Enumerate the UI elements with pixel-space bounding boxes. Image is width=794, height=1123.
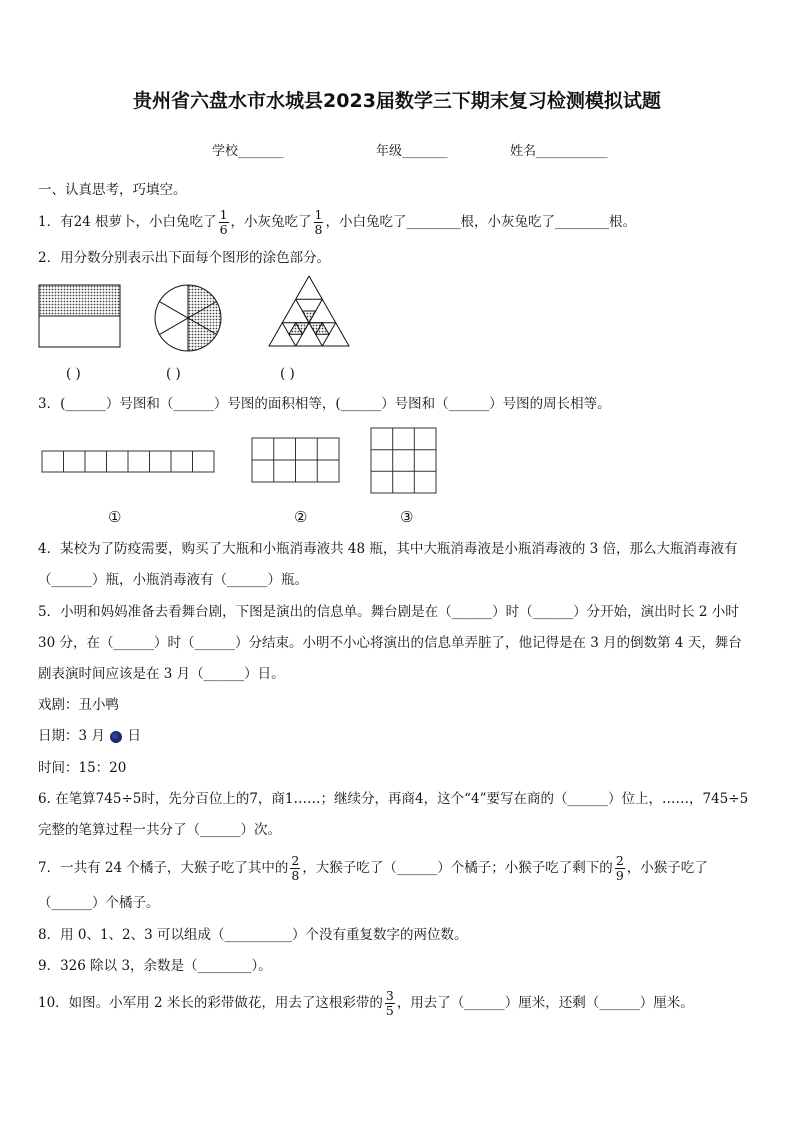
q2-blank-3[interactable]: ( ) bbox=[280, 366, 295, 382]
fraction: $\frac{2}{9}$ bbox=[615, 853, 624, 883]
fraction: $\frac{1}{6}$ bbox=[219, 207, 228, 237]
question-4-line-1: 4．某校为了防疫需要，购买了大瓶和小瓶消毒液共 48 瓶，其中大瓶消毒液是小瓶消毒液的 3 倍，那么大瓶消毒液有 bbox=[38, 541, 738, 557]
half-shaded-rectangle bbox=[39, 285, 120, 347]
fraction: $\frac{2}{8}$ bbox=[291, 853, 300, 883]
fraction: $\frac{1}{8}$ bbox=[314, 207, 323, 237]
triangle-grid-figure bbox=[269, 276, 349, 346]
question-6-line-2: 完整的笔算过程一共分了（______）次。 bbox=[38, 822, 281, 838]
drama-name: 戏剧：丑小鸭 bbox=[38, 697, 119, 713]
figure-label-1: ① bbox=[108, 508, 122, 526]
grid-figure-2 bbox=[252, 438, 339, 482]
question-5-line-2: 30 分，在（______）时（______）分结束。小明不小心将演出的信息单弄脏了，他记得是在 3 月的倒数第 4 天，舞台 bbox=[38, 635, 742, 651]
question-5-line-3: 剧表演时间应该是在 3 月（______）日。 bbox=[38, 666, 285, 682]
grid-figure-3 bbox=[371, 428, 436, 493]
question-6-line-1: 6. 在笔算745÷5时，先分百位上的7，商1……；继续分，再商4，这个“4”要写在商的（______）位上，……，745÷5 bbox=[38, 791, 749, 807]
question-3: 3．(______）号图和（______）号图的面积相等，(______）号图和（______）号图的周长相等。 bbox=[38, 396, 611, 412]
sixths-shaded-circle bbox=[155, 285, 221, 351]
question-2: 2．用分数分别表示出下面每个图形的涂色部分。 bbox=[38, 250, 331, 266]
q2-blank-1[interactable]: ( ) bbox=[66, 366, 81, 382]
ink-stain-icon bbox=[109, 730, 123, 744]
q2-blank-2[interactable]: ( ) bbox=[166, 366, 181, 382]
question-8: 8．用 0、1、2、3 可以组成（__________）个没有重复数字的两位数。 bbox=[38, 927, 468, 943]
figure-label-2: ② bbox=[294, 508, 308, 526]
fraction: $\frac{3}{5}$ bbox=[385, 988, 394, 1018]
name-field: 姓名___________ bbox=[510, 144, 608, 159]
question-7-line-1: 7．一共有 24 个橘子，大猴子吃了其中的 $\frac{2}{8}$ ，大猴子吃了（______）个橘子；小猴子吃了剩下的 $\frac{2}{9}$ ，小猴子吃了 bbox=[38, 853, 708, 883]
question-4-line-2: （______）瓶，小瓶消毒液有（______）瓶。 bbox=[38, 572, 308, 588]
question-10: 10．如图。小军用 2 米长的彩带做花，用去了这根彩带的 $\frac{3}{5}$ ，用去了（______）厘米，还剩（______）厘米。 bbox=[38, 988, 694, 1018]
page-title: 贵州省六盘水市水城县2023届数学三下期末复习检测模拟试题 bbox=[133, 90, 661, 112]
school-field: 学校_______ bbox=[212, 144, 284, 159]
grid-figure-1 bbox=[42, 451, 214, 472]
figure-label-3: ③ bbox=[400, 508, 414, 526]
question-9: 9．326 除以 3，余数是（________）。 bbox=[38, 958, 272, 974]
q3-grids bbox=[38, 426, 448, 498]
section-heading: 一、认真思考，巧填空。 bbox=[38, 182, 187, 198]
question-1: 1．有24 根萝卜，小白兔吃了 $\frac{1}{6}$ ，小灰兔吃了 $\frac{1}{8}$ ，小白兔吃了________根，小灰兔吃了________根。 bbox=[38, 207, 636, 237]
question-5-line-1: 5．小明和妈妈准备去看舞台剧，下图是演出的信息单。舞台剧是在（______）时（______）分开始，演出时长 2 小时 bbox=[38, 604, 739, 620]
drama-date: 日期：3 月 日 bbox=[38, 728, 141, 744]
question-7-line-2: （______）个橘子。 bbox=[38, 895, 160, 911]
drama-time: 时间：15：20 bbox=[38, 760, 127, 776]
grade-field: 年级_______ bbox=[376, 144, 448, 159]
q2-figures bbox=[30, 276, 370, 356]
